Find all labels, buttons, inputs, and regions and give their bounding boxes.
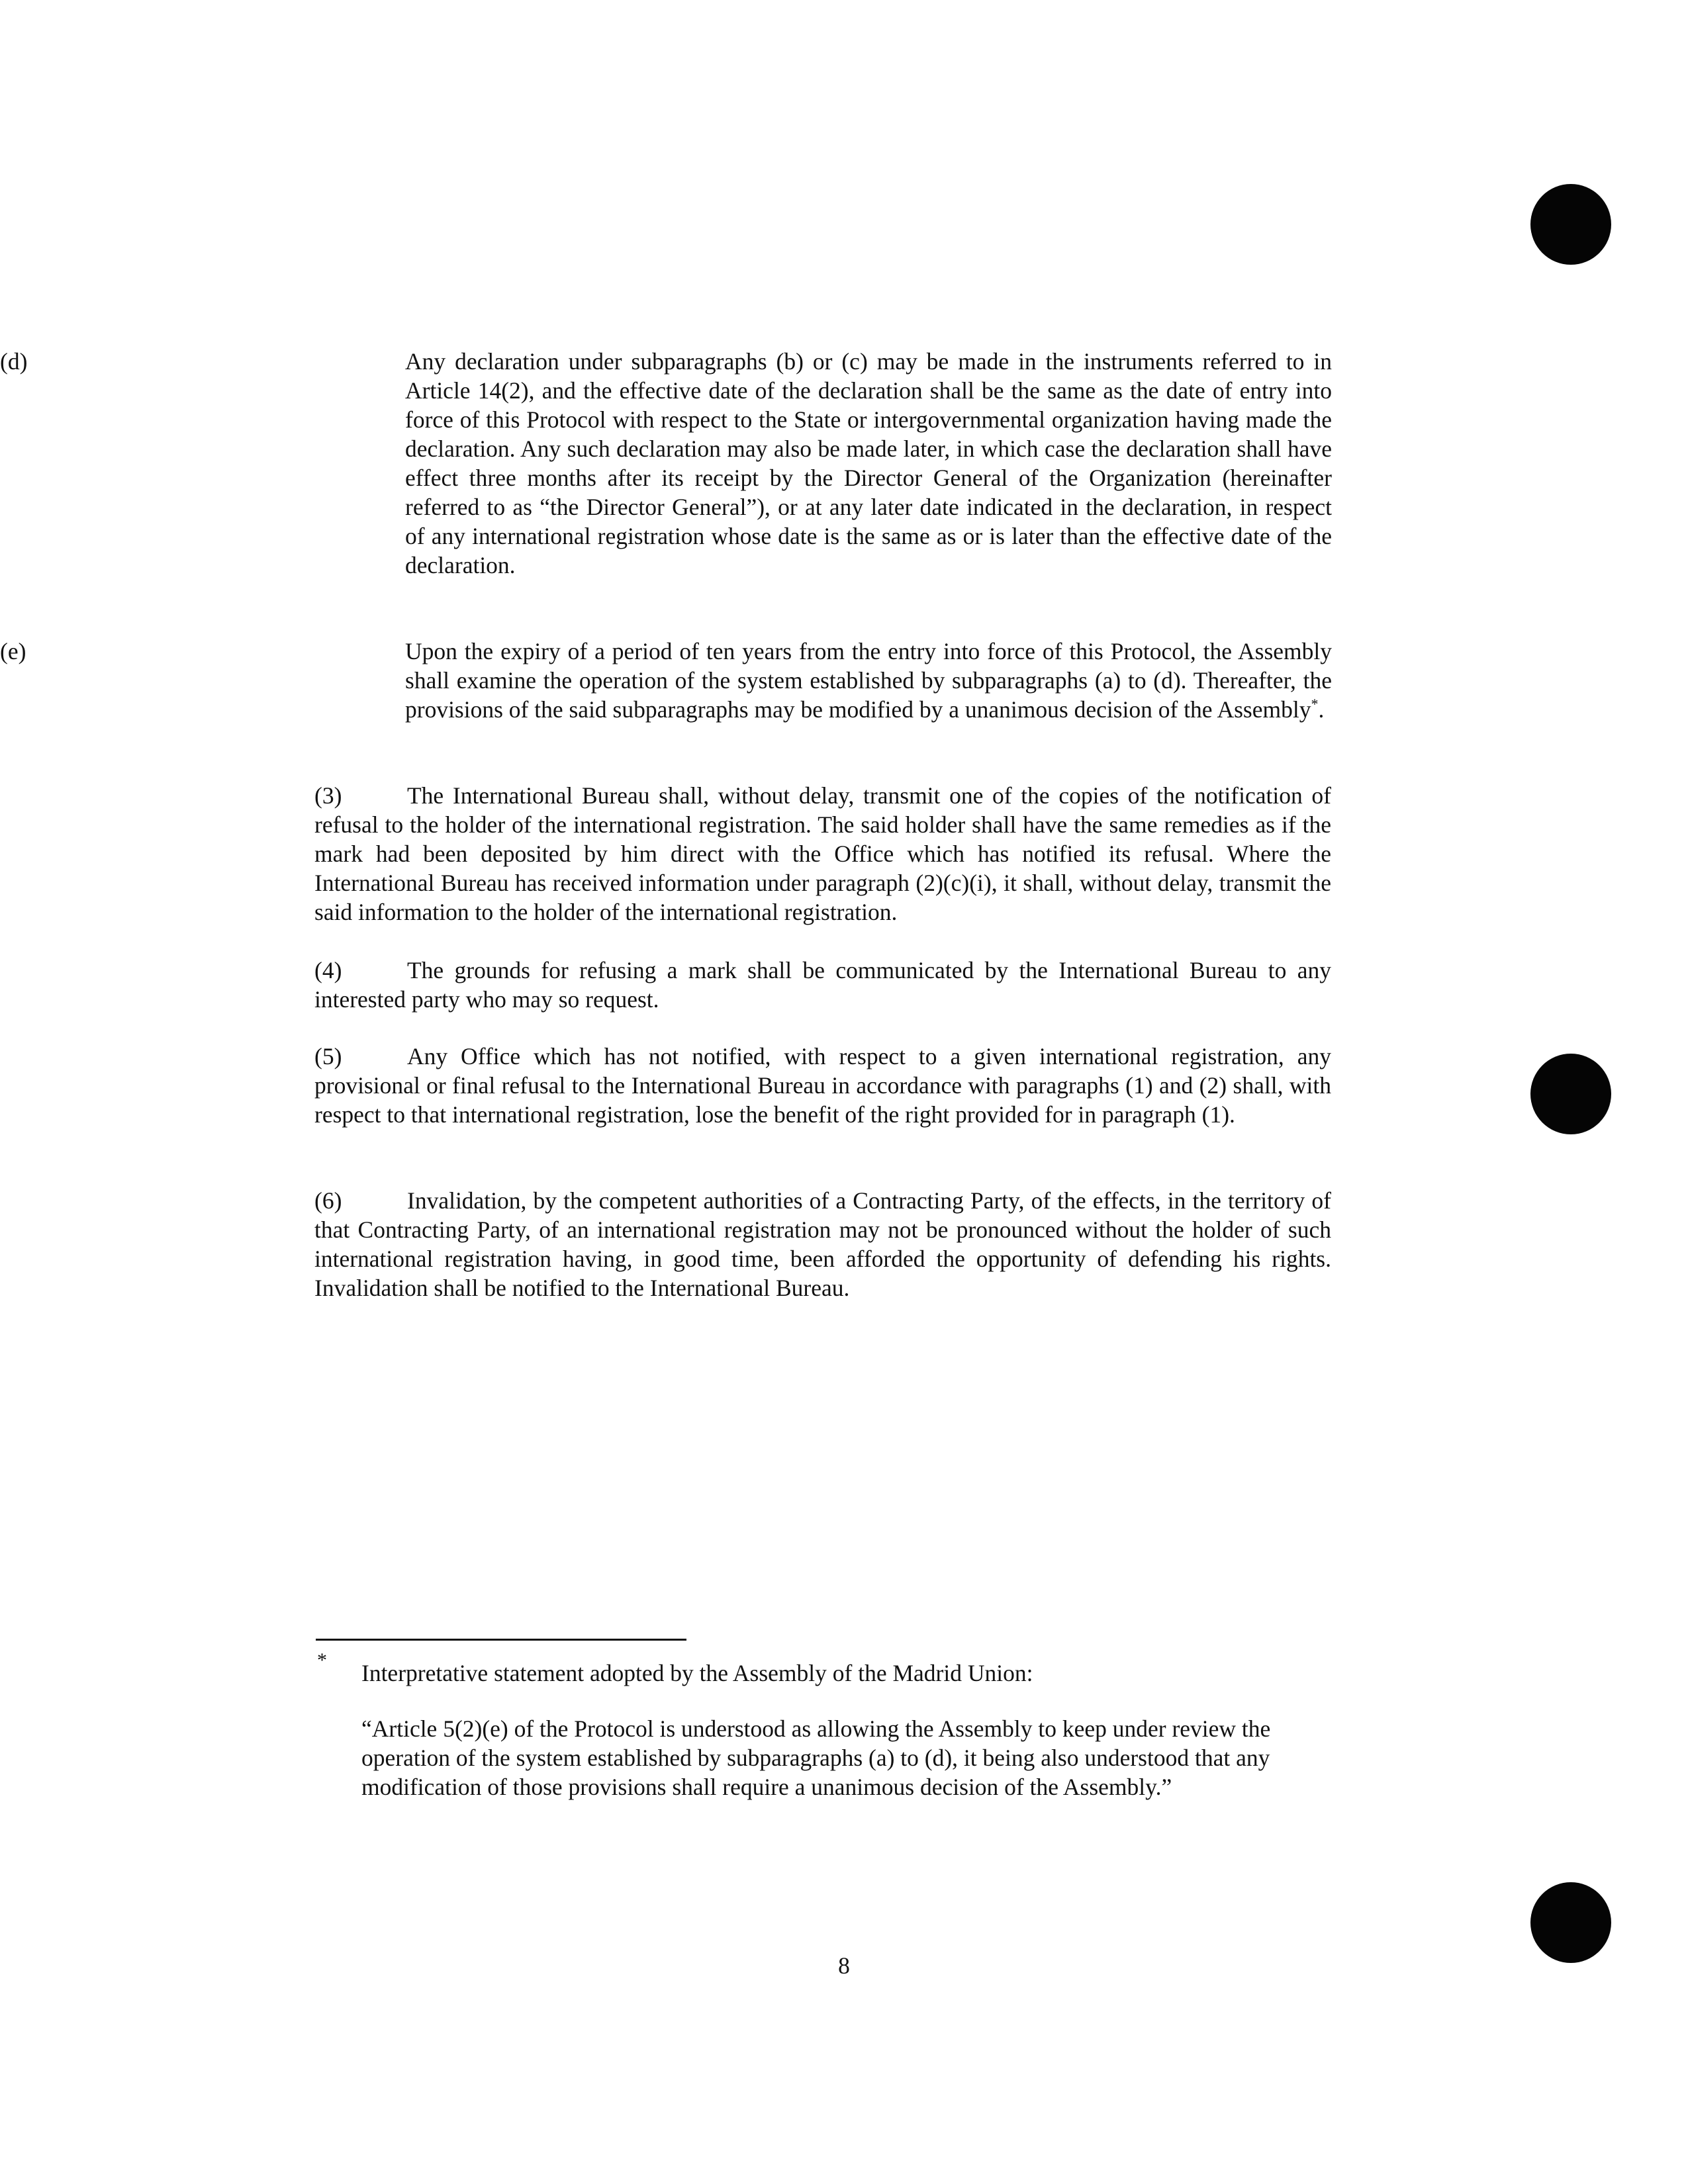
- paragraph-number: (3): [314, 782, 342, 809]
- footnote-intro: Interpretative statement adopted by the Assembly of the Madrid Union:: [361, 1660, 1033, 1686]
- paragraph-number: (4): [314, 957, 342, 983]
- subparagraph-label: (e): [0, 638, 26, 664]
- punch-hole-middle: [1530, 1054, 1611, 1134]
- paragraph-text: The International Bureau shall, without delay, transmit one of the copies of the notification of refusal to the holder of the international registration. The said holder shall have the same remedies as if the mark had been deposited by him direct with the Office which has notified its refusal. Where the International Bureau has received information under paragraph (2)(c)(i), it shall, without delay, transmit the said information to the holder of the international registration.: [314, 782, 1331, 925]
- punch-hole-bottom: [1530, 1882, 1611, 1963]
- paragraph-text: Any Office which has not notified, with respect to a given international registration, any provisional or final refusal to the International Bureau in accordance with paragraphs (1) and (2) shall, with respect to that international registration, lose the benefit of the right provided for in paragraph (1).: [314, 1043, 1331, 1128]
- paragraph-4: [314, 956, 1331, 1014]
- paragraph-6: [314, 1186, 1331, 1302]
- footnote-marker: *: [317, 1649, 327, 1671]
- paragraph-number: (6): [314, 1187, 342, 1214]
- paragraph-3: [314, 781, 1331, 927]
- page-number: 8: [838, 1952, 850, 1979]
- footnote-divider: [316, 1639, 686, 1641]
- footnote-quote: “Article 5(2)(e) of the Protocol is understood as allowing the Assembly to keep under review the operation of the system established by subparagraphs (a) to (d), it being also understood that any modification of those provisions shall require a unanimous decision of the Assembly.”: [361, 1715, 1271, 1800]
- footnote-reference: *: [1311, 696, 1319, 713]
- subparagraph-text: Any declaration under subparagraphs (b) or (c) may be made in the instruments referred to in Article 14(2), and the effective date of the declaration shall be the same as the date of entry into force of this Protocol with respect to the State or intergovernmental organization having made the declaration. Any such declaration may also be made later, in which case the declaration shall have effect three months after its receipt by the Director General of the Organization (hereinafter referred to as “the Director General”), or at any later date indicated in the declaration, in respect of any international registration whose date is the same as or is later than the effective date of the declaration.: [405, 348, 1332, 578]
- subparagraph-text-end: .: [1318, 696, 1325, 723]
- paragraph-5: [314, 1042, 1331, 1129]
- punch-hole-top: [1530, 184, 1611, 265]
- subparagraph-text: Upon the expiry of a period of ten years from the entry into force of this Protocol, the Assembly shall examine the operation of the system established by subparagraphs (a) to (d). Thereafter, the provisions of the said subparagraphs may be modified by a unanimous decision of the Assembly: [405, 638, 1332, 723]
- paragraph-text: Invalidation, by the competent authorities of a Contracting Party, of the effects, in the territory of that Contracting Party, of an international registration may not be pronounced without the holder of such international registration having, in good time, been afforded the opportunity of defending his rights. Invalidation shall be notified to the International Bureau.: [314, 1187, 1331, 1301]
- subparagraph-e: [0, 637, 1332, 724]
- subparagraph-label: (d): [0, 348, 28, 375]
- paragraph-text: The grounds for refusing a mark shall be communicated by the International Bureau to any interested party who may so request.: [314, 957, 1331, 1013]
- subparagraph-d: [0, 347, 1332, 580]
- paragraph-number: (5): [314, 1043, 342, 1069]
